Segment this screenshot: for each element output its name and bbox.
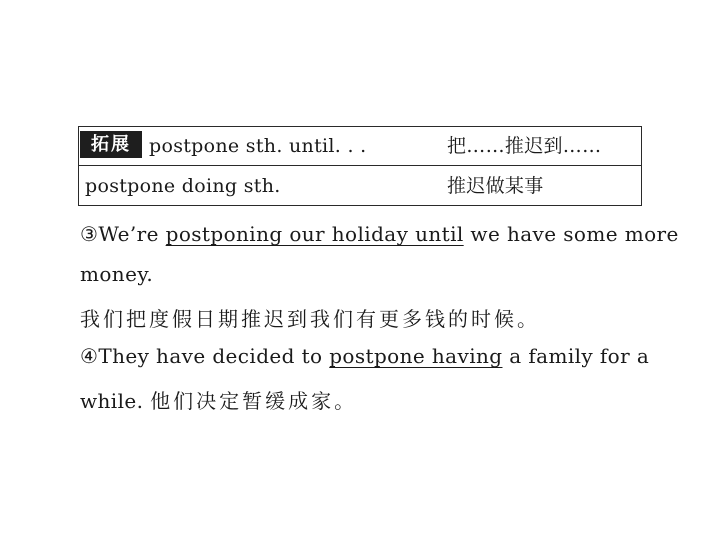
example-3-marker: ③: [80, 222, 99, 246]
phrase-postpone-doing: postpone doing sth.: [85, 175, 281, 197]
example-4-post: a family for a: [502, 344, 650, 368]
phrase-postpone-until: postpone sth. until. . .: [149, 135, 367, 157]
phrase-postpone-until-meaning: 把……推迟到……: [447, 135, 602, 157]
example-4-translation: 他们决定暂缓成家。: [150, 389, 358, 413]
example-3-pre: We’re: [98, 222, 166, 246]
example-4-continuation: while.: [80, 389, 144, 413]
example-3-line-1: [80, 222, 679, 246]
box-divider: [79, 165, 641, 166]
example-3-continuation: money.: [80, 262, 154, 286]
example-4-marker: ④: [80, 344, 99, 368]
example-4-underlined: postpone having: [329, 344, 503, 368]
example-3-underlined: postponing our holiday until: [165, 222, 464, 246]
example-4-line-1: [80, 344, 650, 368]
example-4-line-2: [80, 385, 357, 414]
expansion-row-2: [79, 167, 641, 205]
example-4-pre: They have decided to: [98, 344, 330, 368]
example-3-post: we have some more: [463, 222, 679, 246]
example-3-translation: 我们把度假日期推迟到我们有更多钱的时候。: [80, 307, 540, 331]
expansion-tag: 拓展: [80, 131, 142, 158]
expansion-row-1: [79, 127, 641, 165]
expansion-box: [78, 126, 642, 206]
phrase-postpone-doing-meaning: 推迟做某事: [447, 175, 544, 197]
